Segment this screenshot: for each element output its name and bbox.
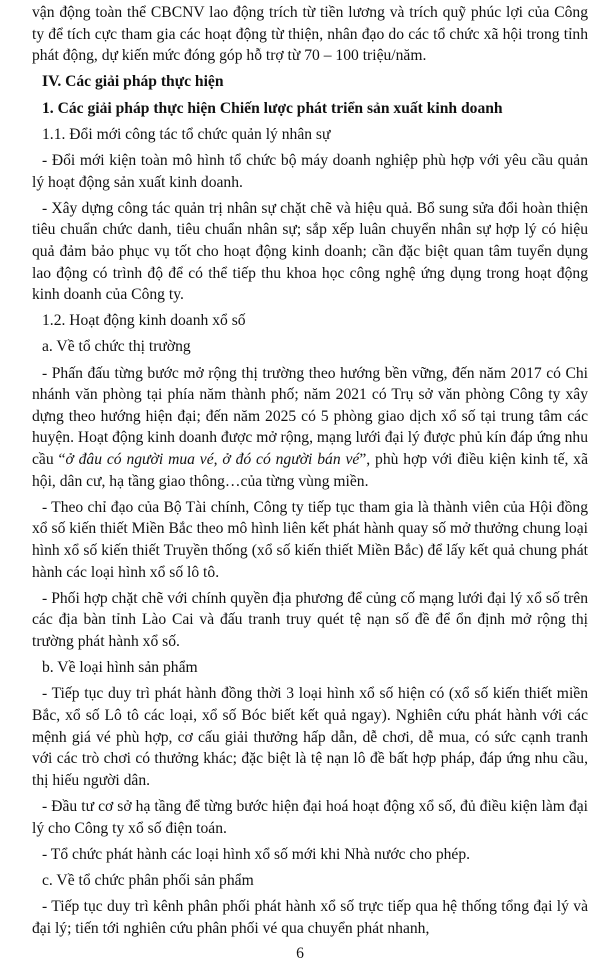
paragraph-market-expansion [32,363,588,493]
heading-1-1: 1.1. Đổi mới công tác tổ chức quản lý nhân sự [42,125,331,143]
heading-1-2: 1.2. Hoạt động kinh doanh xổ số [42,312,246,330]
page-number: 6 [296,945,304,962]
paragraph-1-1-a: - Đổi mới kiện toàn mô hình tổ chức bộ máy doanh nghiệp phù hợp với yêu cầu quản lý hoạt động sản xuất kinh doanh. [32,151,588,191]
document-page [32,2,588,944]
paragraph-1-1-b: - Xây dựng công tác quản trị nhân sự chặt chẽ và hiệu quả. Bổ sung sửa đổi hoàn thiện tiêu chuẩn chức danh, tiêu chuẩn nhân sự; sắp xếp luân chuyển nhân sự hợp lý có hiệu quả đảm bảo phục vụ tốt cho hoạt động kinh doanh; cần đặc biệt quan tâm tuyển dụng lao động có trình độ để có thể tiếp thu khoa học công nghệ ứng dụng trong hoạt động kinh doanh của Công ty. [32,199,588,304]
heading-section-iv: IV. Các giải pháp thực hiện [42,73,224,91]
paragraph-intro: vận động toàn thể CBCNV lao động trích từ tiền lương và trích quỹ phúc lợi của Công ty để tích cực tham gia các hoạt động từ thiện, nhân đạo do các tổ chức xã hội trong tỉnh phát động, dự kiến mức đóng góp hỗ trợ từ 70 – 100 triệu/năm. [32,4,588,65]
heading-subsection-1: 1. Các giải pháp thực hiện Chiến lược phát triển sản xuất kinh doanh [42,99,503,117]
paragraph-ministry-direction: - Theo chỉ đạo của Bộ Tài chính, Công ty tiếp tục tham gia là thành viên của Hội đồng xổ số kiến thiết Miền Bắc theo mô hình liên kết phát hành quay số mở thưởng chung loại hình xổ số kiến thiết Truyền thống (xổ số kiến thiết Miền Bắc) để lấy kết quả chung phát hành các loại hình xổ số lô tô. [32,498,588,581]
heading-b-products: b. Về loại hình sản phẩm [42,659,198,677]
paragraph-market-text-2: ”, phù hợp với điều kiện kinh tế, xã hội, dân cư, hạ tầng giao thông…của từng vùng miền. [32,451,588,490]
paragraph-new-products: - Tổ chức phát hành các loại hình xổ số mới khi Nhà nước cho phép. [42,845,471,863]
paragraph-products-maintain: - Tiếp tục duy trì phát hành đồng thời 3 loại hình xổ số hiện có (xổ số kiến thiết miền Bắc, xổ số Lô tô các loại, xổ số Bóc biết kết quả ngay). Nghiên cứu phát hành với các mệnh giá vé phù hợp, cơ cấu giải thưởng hấp dẫn, dễ chơi, dễ mua, có sức cạnh tranh với các trò chơi có thưởng khác; đặc biệt là tệ nạn lô đề bất hợp pháp, đáp ứng nhu cầu, thị hiếu người dân. [32,685,588,789]
heading-c-distribution: c. Về tổ chức phân phối sản phẩm [42,871,254,889]
paragraph-local-coordination: - Phối hợp chặt chẽ với chính quyền địa phương để củng cố mạng lưới đại lý xổ số trên các địa bàn tỉnh Lào Cai và đấu tranh truy quét tệ nạn số đề để ổn định mở rộng thị trường phát hành xổ số. [32,589,588,650]
paragraph-market-text-1: - Phấn đấu từng bước mở rộng thị trường theo hướng bền vững, đến năm 2017 có Chi nhánh văn phòng tại phía năm thành phố; năm 2021 có Trụ sở văn phòng Công ty xây dựng theo hướng hiện đại; đến năm 2025 có 5 phòng giao dịch xổ số tại trung tâm các huyện. Hoạt động kinh doanh được mở rộng, mạng lưới đại lý được phủ kín đáp ứng nhu cầu “ [32,364,588,469]
paragraph-infrastructure: - Đầu tư cơ sở hạ tầng để từng bước hiện đại hoá hoạt động xổ số, đủ điều kiện làm đại lý cho Công ty xổ số điện toán. [32,797,588,837]
paragraph-market-quote: ở đâu có người mua vé, ở đó có người bán vé [65,451,360,469]
heading-a-market: a. Về tổ chức thị trường [42,338,191,356]
paragraph-distribution: - Tiếp tục duy trì kênh phân phối phát hành xổ số trực tiếp qua hệ thống tổng đại lý và đại lý; tiến tới nghiên cứu phân phối vé qua chuyển phát nhanh, [32,898,588,937]
